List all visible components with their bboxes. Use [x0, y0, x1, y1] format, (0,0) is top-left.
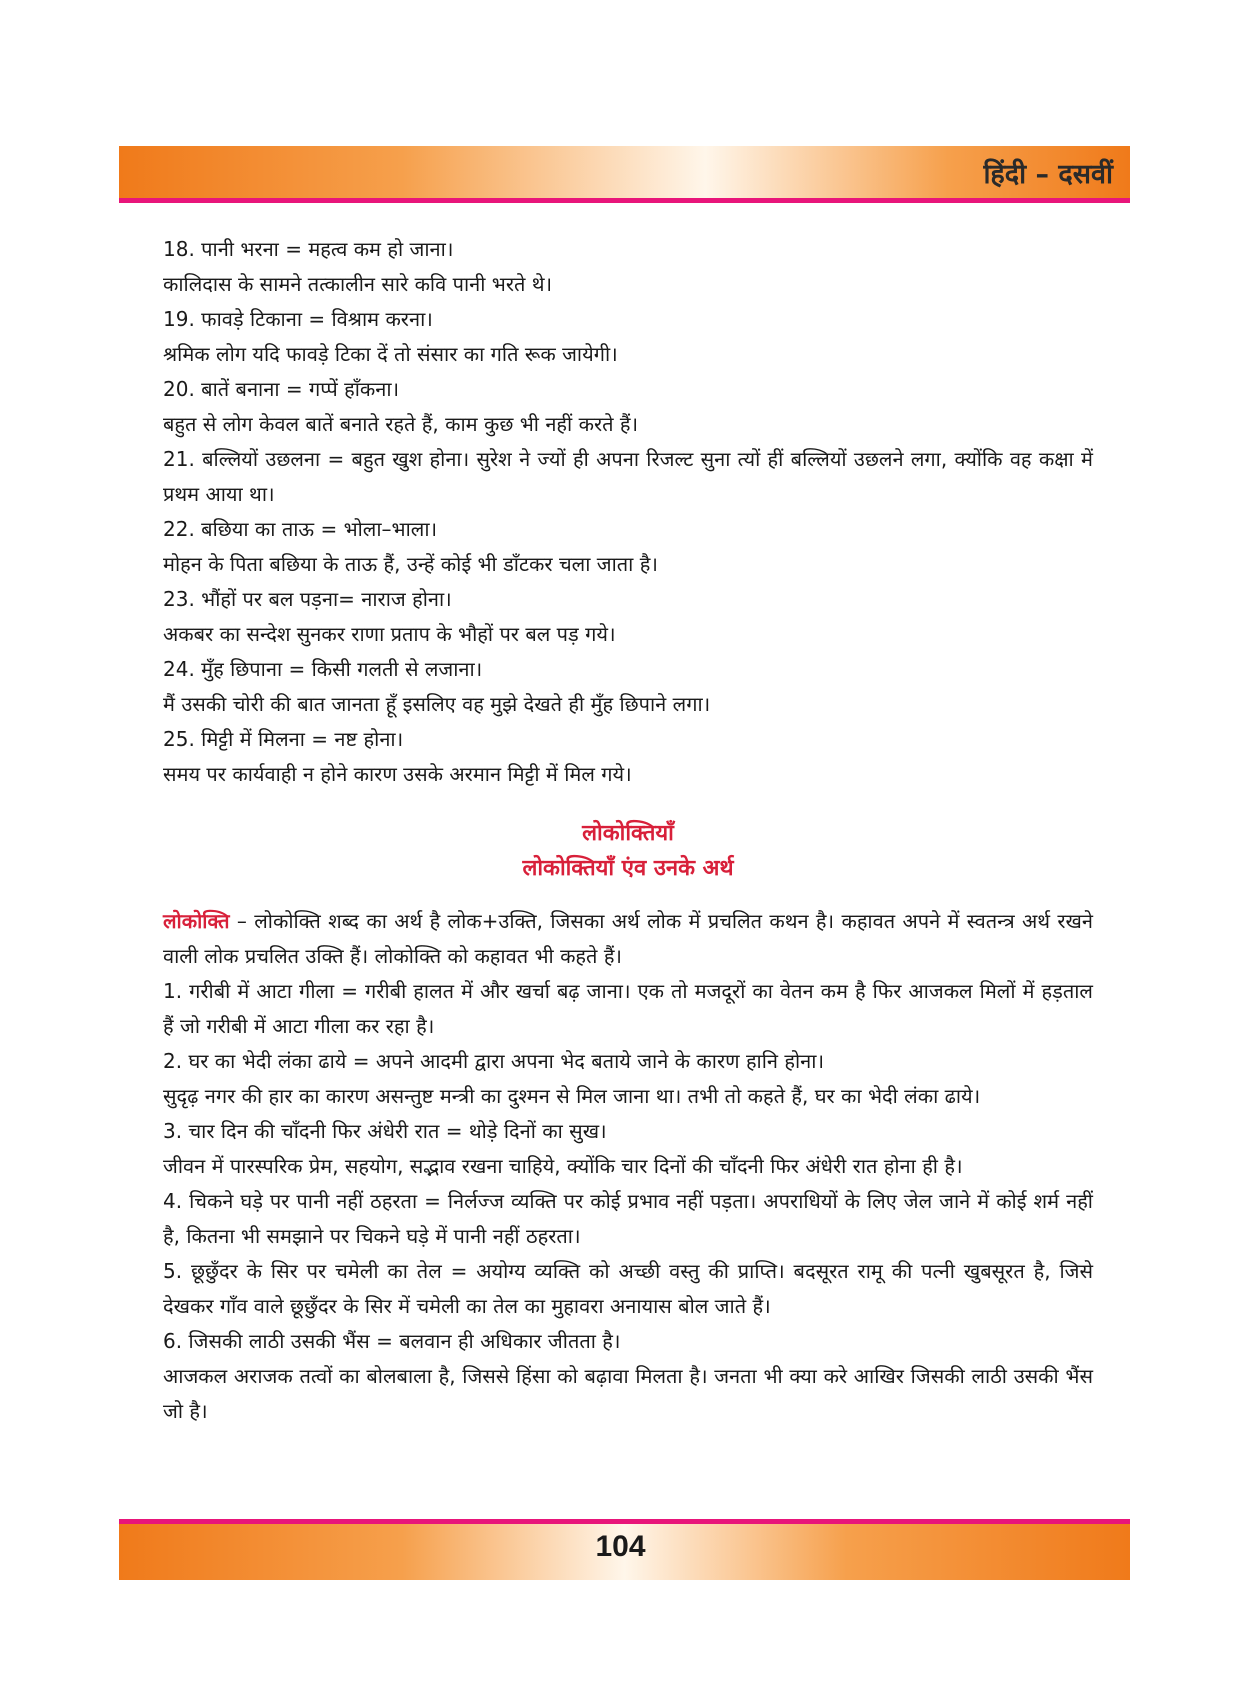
- idiom-line: 24. मुँह छिपाना = किसी गलती से लजाना।: [163, 657, 483, 681]
- page-number: 104: [595, 1530, 646, 1563]
- idiom-line: अकबर का सन्देश सुनकर राणा प्रताप के भौहों पर बल पड़ गये।: [163, 622, 616, 646]
- intro-text: – लोकोक्ति शब्द का अर्थ है लोक+उक्ति, जिसका अर्थ लोक में प्रचलित कथन है। कहावत अपने में स्वतन्त्र अर्थ रखने वाली लोक प्रचलित उक्ति हैं। लोकोक्ति को कहावत भी कहते हैं।: [163, 909, 1093, 968]
- intro-paragraph: [163, 904, 1093, 974]
- proverb-line: 5. छूछुँदर के सिर पर चमेली का तेल = अयोग्य व्यक्ति को अच्छी वस्तु की प्राप्ति। बदसूरत रामू की पत्नी खुबसूरत है, जिसे देखकर गाँव वाले छूछुँदर के सिर में चमेली का तेल का मुहावरा अनायास बोल जाते हैं।: [163, 1259, 1093, 1318]
- idiom-line: कालिदास के सामने तत्कालीन सारे कवि पानी भरते थे।: [163, 272, 553, 296]
- proverb-line: 2. घर का भेदी लंका ढाये = अपने आदमी द्वारा अपना भेद बताये जाने के कारण हानि होना।: [163, 1049, 825, 1073]
- section-title: लोकोक्तियाँ: [582, 821, 674, 846]
- idiom-line: 23. भौंहों पर बल पड़ना= नाराज होना।: [163, 587, 452, 611]
- intro-term: लोकोक्ति: [163, 909, 230, 933]
- book-title: हिंदी – दसवीं: [983, 159, 1113, 190]
- idiom-line: 25. मिट्टी में मिलना = नष्ट होना।: [163, 727, 404, 751]
- page-content: [163, 232, 1093, 1429]
- idiom-line: 22. बछिया का ताऊ = भोला–भाला।: [163, 517, 438, 541]
- idiom-line: 20. बातें बनाना = गप्पें हाँकना।: [163, 377, 400, 401]
- header-band: [119, 146, 1130, 202]
- idiom-line: 21. बल्लियों उछलना = बहुत खुश होना। सुरेश ने ज्यों ही अपना रिजल्ट सुना त्यों हीं बल्लियों उछलने लगा, क्योंकि वह कक्षा में प्रथम आया था।: [163, 447, 1093, 506]
- idiom-line: समय पर कार्यवाही न होने कारण उसके अरमान मिट्टी में मिल गये।: [163, 762, 632, 786]
- proverb-line: 3. चार दिन की चाँदनी फिर अंधेरी रात = थोड़े दिनों का सुख।: [163, 1119, 607, 1143]
- header-divider: [119, 198, 1130, 203]
- idiom-line: बहुत से लोग केवल बातें बनाते रहते हैं, काम कुछ भी नहीं करते हैं।: [163, 412, 639, 436]
- proverb-line: जीवन में पारस्परिक प्रेम, सहयोग, सद्भाव रखना चाहिये, क्योंकि चार दिनों की चाँदनी फिर अंधेरी रात होना ही है।: [163, 1154, 963, 1178]
- proverb-line: 6. जिसकी लाठी उसकी भैंस = बलवान ही अधिकार जीतता है।: [163, 1329, 621, 1353]
- section-subtitle: लोकोक्तियाँ एंव उनके अर्थ: [522, 856, 734, 881]
- section-heading: [163, 816, 1093, 886]
- proverb-line: सुदृढ़ नगर की हार का कारण असन्तुष्ट मन्त्री का दुश्मन से मिल जाना था। तभी तो कहते हैं, घर का भेदी लंका ढाये।: [163, 1084, 981, 1108]
- idiom-line: 19. फावड़े टिकाना = विश्राम करना।: [163, 307, 433, 331]
- proverb-line: आजकल अराजक तत्वों का बोलबाला है, जिससे हिंसा को बढ़ावा मिलता है। जनता भी क्या करे आखिर जिसकी लाठी उसकी भैंस जो है।: [163, 1364, 1093, 1423]
- proverb-line: 1. गरीबी में आटा गीला = गरीबी हालत में और खर्चा बढ़ जाना। एक तो मजदूरों का वेतन कम है फिर आजकल मिलों में हड़ताल हैं जो गरीबी में आटा गीला कर रहा है।: [163, 979, 1093, 1038]
- proverb-line: 4. चिकने घड़े पर पानी नहीं ठहरता = निर्लज्ज व्यक्ति पर कोई प्रभाव नहीं पड़ता। अपराधियों के लिए जेल जाने में कोई शर्म नहीं है, कितना भी समझाने पर चिकने घड़े में पानी नहीं ठहरता।: [163, 1189, 1093, 1248]
- idiom-line: श्रमिक लोग यदि फावड़े टिका दें तो संसार का गति रूक जायेगी।: [163, 342, 618, 366]
- idiom-line: मैं उसकी चोरी की बात जानता हूँ इसलिए वह मुझे देखते ही मुँह छिपाने लगा।: [163, 692, 711, 716]
- idiom-line: मोहन के पिता बछिया के ताऊ हैं, उन्हें कोई भी डाँटकर चला जाता है।: [163, 552, 658, 576]
- idiom-line: 18. पानी भरना = महत्व कम हो जाना।: [163, 237, 454, 261]
